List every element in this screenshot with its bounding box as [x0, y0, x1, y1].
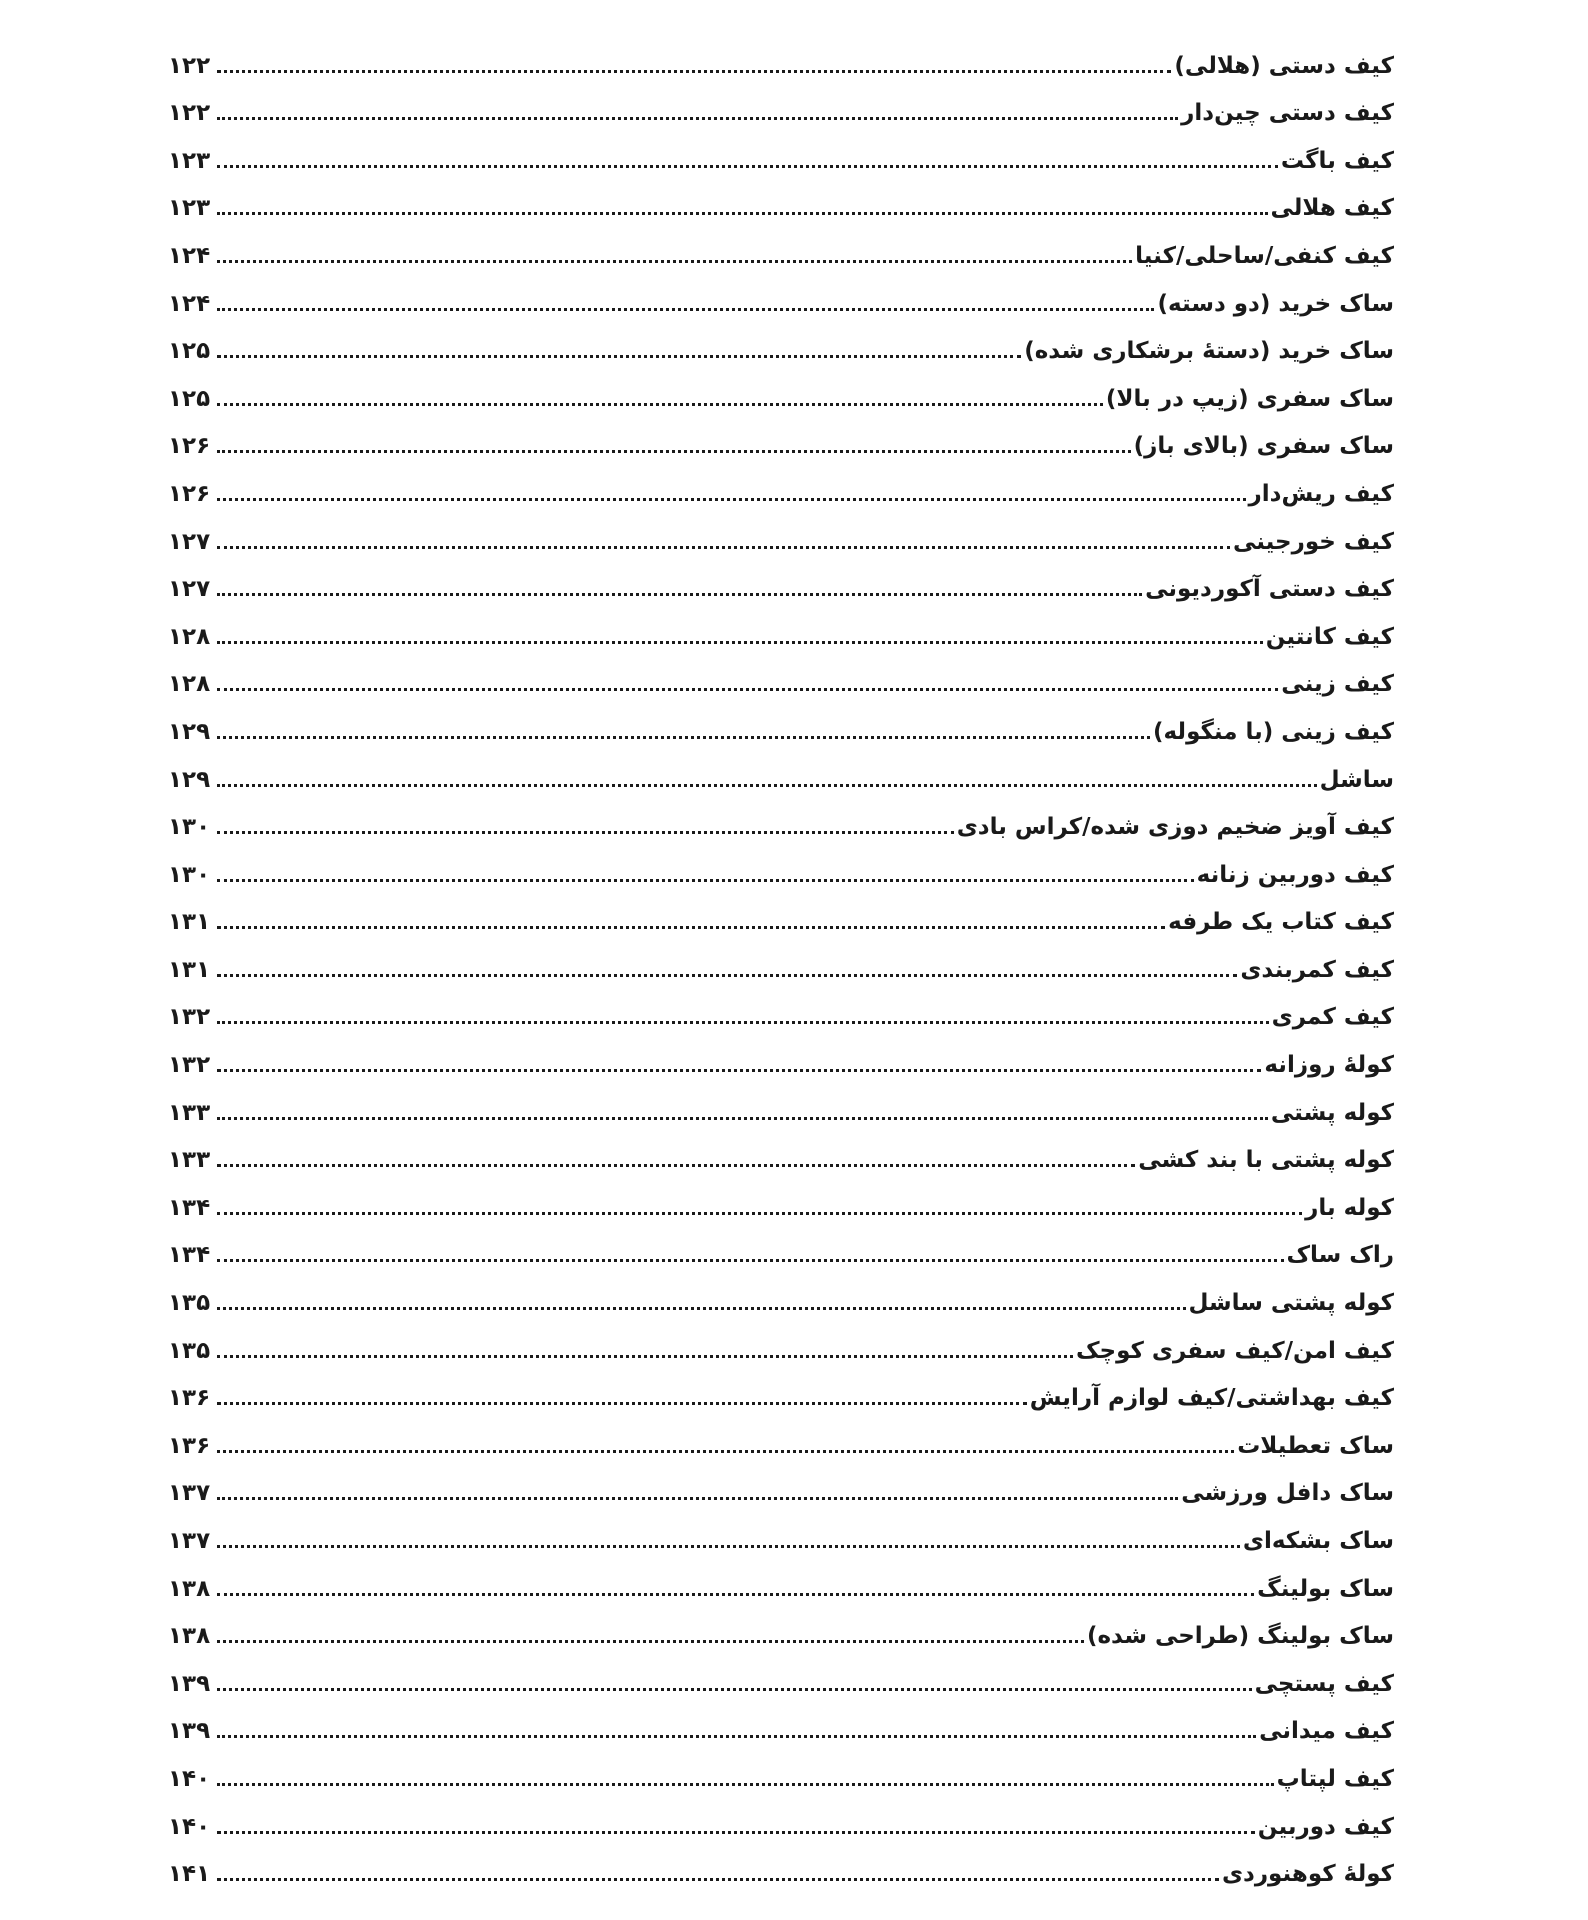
dot-leader	[217, 1402, 1027, 1405]
dot-leader	[217, 308, 1154, 311]
dot-leader	[217, 641, 1263, 644]
toc-entry-page-number: ۱۳۹	[168, 1670, 211, 1697]
dot-leader	[217, 1593, 1254, 1596]
toc-entry	[168, 601, 1394, 649]
toc-entry-page-number: ۱۲۳	[168, 195, 211, 222]
dot-leader	[217, 1069, 1261, 1072]
toc-entry-title: کوله بار	[1305, 1194, 1394, 1221]
toc-entry-title: ساک دافل ورزشی	[1181, 1480, 1394, 1507]
dot-leader	[217, 1021, 1269, 1024]
toc-entry-title: ساک خرید (دو دسته)	[1157, 290, 1394, 317]
toc-entry-page-number: ۱۲۳	[168, 147, 211, 174]
toc-entry-title: کوله پشتی ساشل	[1188, 1290, 1394, 1317]
toc-entry	[168, 934, 1394, 982]
toc-entry	[168, 1172, 1394, 1220]
toc-entry-title: کیف زینی (با منگوله)	[1152, 718, 1394, 745]
toc-entry	[168, 220, 1394, 268]
dot-leader	[217, 498, 1246, 501]
dot-leader	[217, 974, 1237, 977]
toc-entry	[168, 1553, 1394, 1601]
toc-entry-title: کوله پشتی با بند کشی	[1138, 1147, 1394, 1174]
dot-leader	[217, 831, 954, 834]
toc-entry-title: ساک بشکه‌ای	[1242, 1528, 1394, 1554]
toc-entry	[168, 1601, 1394, 1649]
dot-leader	[217, 1212, 1302, 1215]
toc-entry	[168, 506, 1394, 554]
toc-entry	[168, 1696, 1394, 1744]
dot-leader	[217, 688, 1278, 691]
toc-entry-title: کیف ریش‌دار	[1248, 480, 1394, 507]
toc-entry-title: ساک تعطیلات	[1237, 1432, 1394, 1459]
dot-leader	[217, 1878, 1219, 1881]
toc-entry-page-number: ۱۲۴	[168, 242, 211, 269]
toc-entry-page-number: ۱۳۶	[168, 1432, 211, 1459]
toc-entry	[168, 173, 1394, 221]
toc-entry	[168, 649, 1394, 697]
dot-leader	[217, 1355, 1073, 1358]
toc-entry-page-number: ۱۳۱	[168, 909, 211, 936]
toc-entry-title: کولهٔ کوهنوردی	[1221, 1861, 1394, 1888]
toc-entry	[168, 554, 1394, 602]
toc-entry-page-number: ۱۳۷	[168, 1528, 211, 1554]
toc-entry-title: کیف دستی (هلالی)	[1174, 52, 1394, 79]
dot-leader	[217, 546, 1230, 549]
dot-leader	[217, 879, 1194, 882]
toc-entry	[168, 792, 1394, 840]
toc-entry-title: راک ساک	[1286, 1242, 1394, 1269]
dot-leader	[217, 355, 1021, 358]
dot-leader	[217, 1117, 1268, 1120]
dot-leader	[217, 212, 1268, 215]
dot-leader	[217, 1164, 1135, 1167]
toc-entry-title: ساک بولینگ (طراحی شده)	[1086, 1623, 1394, 1650]
toc-entry-page-number: ۱۲۶	[168, 433, 211, 460]
toc-entry-page-number: ۱۳۴	[168, 1242, 211, 1269]
toc-entry-title: کیف باگت	[1280, 147, 1394, 174]
dot-leader	[217, 165, 1278, 168]
dot-leader	[217, 784, 1317, 787]
toc-entry-page-number: ۱۳۳	[168, 1147, 211, 1174]
toc-entry-page-number: ۱۳۹	[168, 1718, 211, 1745]
toc-entry-title: کیف کتاب یک طرفه	[1168, 909, 1394, 936]
toc-entry-page-number: ۱۳۴	[168, 1194, 211, 1221]
toc-entry-page-number: ۱۳۲	[168, 1052, 211, 1079]
dot-leader	[217, 1735, 1256, 1738]
toc-entry-page-number: ۱۳۵	[168, 1290, 211, 1317]
toc-entry-title: ساک سفری (زیپ در بالا)	[1105, 385, 1394, 412]
toc-entry-title: کیف دستی چین‌دار	[1181, 100, 1394, 127]
toc-entry-title: کیف دوربین	[1257, 1813, 1394, 1840]
toc-entry-page-number: ۱۲۸	[168, 623, 211, 650]
toc-entry	[168, 1363, 1394, 1411]
toc-entry	[168, 125, 1394, 173]
toc-entry	[168, 744, 1394, 792]
dot-leader	[217, 450, 1131, 453]
toc-entry	[168, 1029, 1394, 1077]
dot-leader	[217, 1450, 1234, 1453]
toc-entry-title: کیف خورجینی	[1232, 528, 1394, 555]
toc-entry	[168, 268, 1394, 316]
toc-entry-title: کیف امن/کیف سفری کوچک	[1075, 1337, 1394, 1364]
toc-entry	[168, 1267, 1394, 1315]
dot-leader	[217, 117, 1178, 120]
dot-leader	[217, 1831, 1255, 1834]
toc-entry-page-number: ۱۳۰	[168, 861, 211, 888]
toc-entry-title: کیف دستی آکوردیونی	[1145, 576, 1394, 603]
toc-entry	[168, 363, 1394, 411]
toc-entry	[168, 839, 1394, 887]
toc-entry	[168, 1743, 1394, 1791]
toc-entry-page-number: ۱۲۲	[168, 52, 211, 79]
toc-entry	[168, 982, 1394, 1030]
toc-entry-title: کیف دوربین زنانه	[1196, 861, 1394, 888]
toc-entry	[168, 1125, 1394, 1173]
dot-leader	[217, 926, 1165, 929]
toc-entry-page-number: ۱۳۶	[168, 1385, 211, 1412]
toc-entry-page-number: ۱۲۵	[168, 338, 211, 365]
dot-leader	[217, 1259, 1284, 1262]
toc-entry-page-number: ۱۲۶	[168, 480, 211, 507]
toc-entry-title: ساک سفری (بالای باز)	[1133, 433, 1394, 460]
toc-entry-title: کولهٔ روزانه	[1264, 1052, 1394, 1079]
toc-entry-page-number: ۱۳۰	[168, 814, 211, 841]
toc-entry-page-number: ۱۲۲	[168, 100, 211, 127]
toc-entry-page-number: ۱۳۳	[168, 1099, 211, 1126]
table-of-contents	[168, 30, 1394, 1886]
toc-entry	[168, 1315, 1394, 1363]
toc-entry	[168, 1839, 1394, 1887]
toc-entry-page-number: ۱۳۱	[168, 956, 211, 983]
dot-leader	[217, 70, 1171, 73]
toc-entry	[168, 1458, 1394, 1506]
dot-leader	[217, 403, 1103, 406]
toc-entry-title: کیف آویز ضخیم دوزی شده/کراس بادی	[956, 814, 1394, 841]
toc-entry-page-number: ۱۴۰	[168, 1813, 211, 1840]
toc-entry-title: کیف هلالی	[1270, 195, 1394, 222]
toc-entry-page-number: ۱۲۹	[168, 766, 211, 793]
dot-leader	[217, 260, 1132, 263]
toc-entry-page-number: ۱۴۰	[168, 1765, 211, 1792]
dot-leader	[217, 1640, 1084, 1643]
toc-entry-page-number: ۱۲۷	[168, 528, 211, 555]
toc-entry	[168, 887, 1394, 935]
toc-entry	[168, 1648, 1394, 1696]
dot-leader	[217, 1688, 1252, 1691]
dot-leader	[217, 593, 1142, 596]
dot-leader	[217, 1783, 1274, 1786]
toc-entry	[168, 316, 1394, 364]
toc-entry-title: کوله پشتی	[1270, 1099, 1394, 1126]
toc-entry-page-number: ۱۳۵	[168, 1337, 211, 1364]
toc-entry	[168, 411, 1394, 459]
toc-entry-title: کیف پستچی	[1254, 1670, 1394, 1697]
toc-entry	[168, 458, 1394, 506]
toc-entry	[168, 1220, 1394, 1268]
toc-entry-title: کیف لپتاپ	[1276, 1765, 1394, 1792]
toc-entry-page-number: ۱۳۸	[168, 1575, 211, 1602]
toc-entry-page-number: ۱۲۷	[168, 576, 211, 603]
toc-entry-page-number: ۱۲۵	[168, 385, 211, 412]
toc-entry-page-number: ۱۳۲	[168, 1004, 211, 1031]
toc-entry	[168, 30, 1394, 78]
toc-entry-title: کیف کمربندی	[1240, 956, 1394, 983]
toc-entry-title: ساک بولینگ	[1257, 1575, 1394, 1602]
dot-leader	[217, 1545, 1240, 1548]
toc-entry-page-number: ۱۲۸	[168, 671, 211, 698]
dot-leader	[217, 736, 1150, 739]
toc-entry-page-number: ۱۲۹	[168, 718, 211, 745]
toc-entry	[168, 1791, 1394, 1839]
dot-leader	[217, 1497, 1178, 1500]
toc-entry-title: کیف میدانی	[1259, 1718, 1394, 1745]
toc-entry-page-number: ۱۳۷	[168, 1480, 211, 1507]
toc-entry-page-number: ۱۳۸	[168, 1623, 211, 1650]
toc-entry-title: کیف کانتین	[1265, 623, 1394, 650]
toc-entry	[168, 78, 1394, 126]
toc-entry-page-number: ۱۴۱	[168, 1861, 211, 1888]
toc-entry	[168, 1410, 1394, 1458]
toc-entry-title: ساک خرید (دستهٔ برشکاری شده)	[1024, 338, 1394, 365]
toc-entry-title: کیف زینی	[1281, 671, 1394, 698]
toc-entry	[168, 1505, 1394, 1553]
toc-entry	[168, 696, 1394, 744]
toc-entry	[168, 1077, 1394, 1125]
dot-leader	[217, 1307, 1186, 1310]
toc-entry-title: کیف بهداشتی/کیف لوازم آرایش	[1029, 1385, 1394, 1412]
toc-entry-title: ساشل	[1319, 766, 1394, 793]
toc-entry-title: کیف کمری	[1271, 1004, 1394, 1031]
toc-entry-title: کیف کنفی/ساحلی/کنیا	[1135, 242, 1394, 269]
toc-entry-page-number: ۱۲۴	[168, 290, 211, 317]
